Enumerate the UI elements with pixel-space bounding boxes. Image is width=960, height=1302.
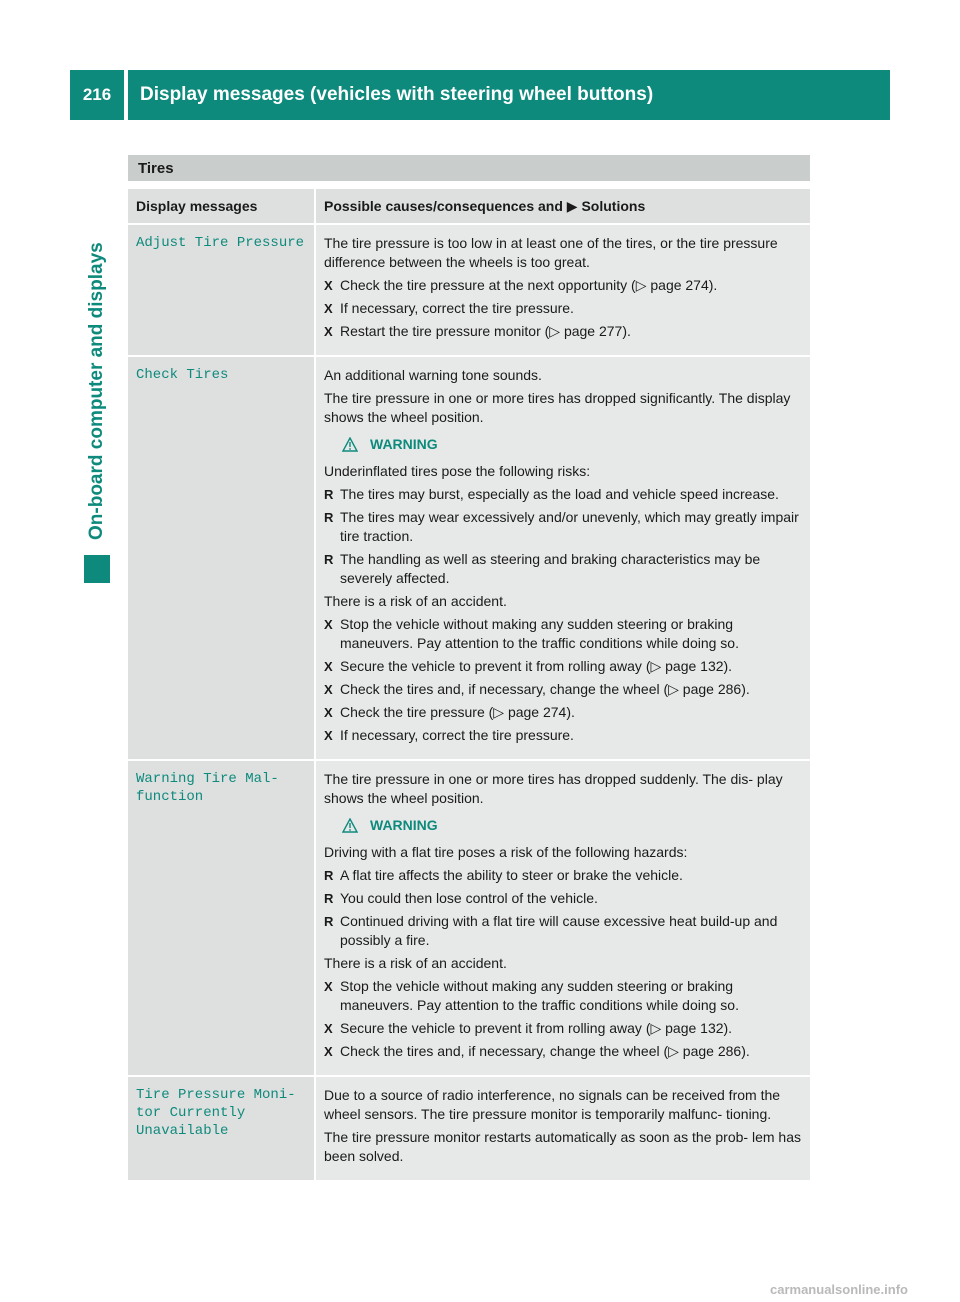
solution-step: X Check the tire pressure at the next opportunity (▷ page 274). — [324, 276, 802, 295]
page-number: 216 — [70, 70, 124, 120]
warning-heading — [342, 435, 802, 454]
description-text: The tire pressure in one or more tires has dropped significantly. The display shows the wheel position. — [324, 390, 791, 425]
description-text: The tire pressure monitor restarts automatically as soon as the prob‐ lem has been solved. — [324, 1129, 801, 1164]
description-text: An additional warning tone sounds. — [324, 367, 542, 383]
message-cell — [128, 225, 316, 357]
solution-step: X Check the tires and, if necessary, change the wheel (▷ page 286). — [324, 680, 802, 699]
table-row — [128, 357, 810, 761]
solution-step: X Secure the vehicle to prevent it from rolling away (▷ page 132). — [324, 1019, 802, 1038]
solution-step: X Restart the tire pressure monitor (▷ page 277). — [324, 322, 802, 341]
solution-step: X Check the tires and, if necessary, change the wheel (▷ page 286). — [324, 1042, 802, 1061]
message-cell — [128, 761, 316, 1077]
warning-intro: Driving with a flat tire poses a risk of the following hazards: — [324, 844, 688, 860]
warning-intro: Underinflated tires pose the following risks: — [324, 463, 591, 479]
description-cell — [316, 761, 810, 1077]
risk-bullet: R The handling as well as steering and braking characteristics may be severely affected. — [324, 550, 802, 588]
table-row — [128, 761, 810, 1077]
display-message-code: Check Tires — [136, 367, 229, 383]
solution-step: X Check the tire pressure (▷ page 274). — [324, 703, 802, 722]
page-header — [70, 70, 890, 120]
page-title: Display messages (vehicles with steering wheel buttons) — [128, 70, 890, 120]
risk-statement: There is a risk of an accident. — [324, 955, 507, 971]
message-cell — [128, 357, 316, 761]
risk-bullet: R You could then lose control of the vehicle. — [324, 889, 802, 908]
risk-bullet: R The tires may wear excessively and/or unevenly, which may greatly impair tire traction. — [324, 508, 802, 546]
column-header-causes: Possible causes/consequences and ▶ Solutions — [316, 189, 810, 225]
table-body — [128, 225, 810, 1182]
description-cell — [316, 1077, 810, 1182]
message-cell — [128, 1077, 316, 1182]
warning-label: WARNING — [370, 436, 438, 452]
risk-bullet: R The tires may burst, especially as the load and vehicle speed increase. — [324, 485, 802, 504]
warning-label: WARNING — [370, 817, 438, 833]
chapter-side-label: On-board computer and displays — [86, 242, 107, 540]
solution-step: X Stop the vehicle without making any sudden steering or braking maneuvers. Pay attention to the traffic conditions while doing so. — [324, 977, 802, 1015]
side-marker — [84, 555, 110, 583]
description-cell — [316, 225, 810, 357]
description-text: The tire pressure in one or more tires has dropped suddenly. The dis‐ play shows the wheel position. — [324, 771, 783, 806]
description-cell — [316, 357, 810, 761]
warning-heading — [342, 816, 802, 835]
section-title: Tires — [128, 155, 810, 181]
risk-bullet: R A flat tire affects the ability to steer or brake the vehicle. — [324, 866, 802, 885]
risk-bullet: R Continued driving with a flat tire will cause excessive heat build-up and possibly a fire. — [324, 912, 802, 950]
display-message-code: Warning Tire Mal‐ function — [136, 771, 279, 805]
solution-step: X If necessary, correct the tire pressure. — [324, 299, 802, 318]
solution-step: X Secure the vehicle to prevent it from rolling away (▷ page 132). — [324, 657, 802, 676]
table-row — [128, 225, 810, 357]
solution-arrow-icon: ▶ — [566, 198, 578, 214]
table-row — [128, 1077, 810, 1182]
risk-statement: There is a risk of an accident. — [324, 593, 507, 609]
display-messages-table — [128, 189, 810, 1182]
solution-step: X Stop the vehicle without making any sudden steering or braking maneuvers. Pay attention to the traffic conditions while doing so. — [324, 615, 802, 653]
display-message-code: Adjust Tire Pressure — [136, 235, 305, 251]
warning-triangle-icon — [342, 818, 358, 833]
watermark: carmanualsonline.info — [770, 1282, 908, 1297]
column-header-messages: Display messages — [128, 189, 316, 225]
warning-triangle-icon — [342, 437, 358, 452]
solution-step: X If necessary, correct the tire pressure. — [324, 726, 802, 745]
display-message-code: Tire Pressure Moni‐ tor Currently Unavailable — [136, 1087, 296, 1139]
description-text: Due to a source of radio interference, no signals can be received from the wheel sensors. The tire pressure monitor is temporarily malfunc‐ tioning. — [324, 1087, 781, 1122]
description-text: The tire pressure is too low in at least one of the tires, or the tire pressure difference between the wheels is too great. — [324, 235, 778, 270]
